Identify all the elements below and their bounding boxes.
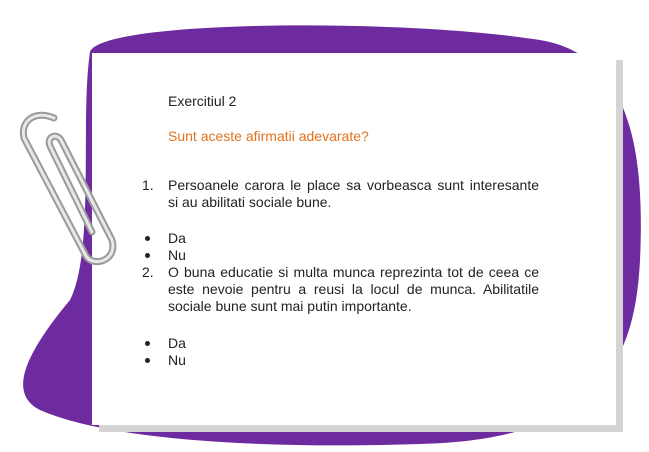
statement-2-text: O buna educatie si multa munca reprezinta tot de ceea ce este nevoie pentru a reusi la locul de munca. Abilitatile sociale bune sunt mai putin importante. <box>168 264 539 314</box>
paperclip-icon <box>14 108 126 268</box>
statement-1-options <box>168 230 539 264</box>
bullet-icon <box>145 341 150 346</box>
bullet-icon <box>145 358 150 363</box>
option-nu-1[interactable] <box>168 247 539 264</box>
statement-2-options <box>168 335 539 369</box>
option-label: Da <box>168 230 186 246</box>
exercise-question: Sunt aceste afirmatii adevarate? <box>168 128 369 144</box>
bullet-icon <box>145 253 150 258</box>
option-nu-2[interactable] <box>168 352 539 369</box>
option-da-2[interactable] <box>168 335 539 352</box>
statement-1 <box>142 177 539 211</box>
exercise-title: Exercitiul 2 <box>168 93 237 109</box>
statement-1-number: 1. <box>142 177 154 193</box>
statement-1-text: Persoanele carora le place sa vorbeasca sunt interesante si au abilitati sociale bune. <box>168 177 539 210</box>
statement-2-number: 2. <box>142 264 154 280</box>
option-label: Nu <box>168 352 186 368</box>
option-label: Da <box>168 335 186 351</box>
statement-2 <box>142 264 539 315</box>
option-da-1[interactable] <box>168 230 539 247</box>
bullet-icon <box>145 236 150 241</box>
exercise-content <box>142 93 539 369</box>
option-label: Nu <box>168 247 186 263</box>
